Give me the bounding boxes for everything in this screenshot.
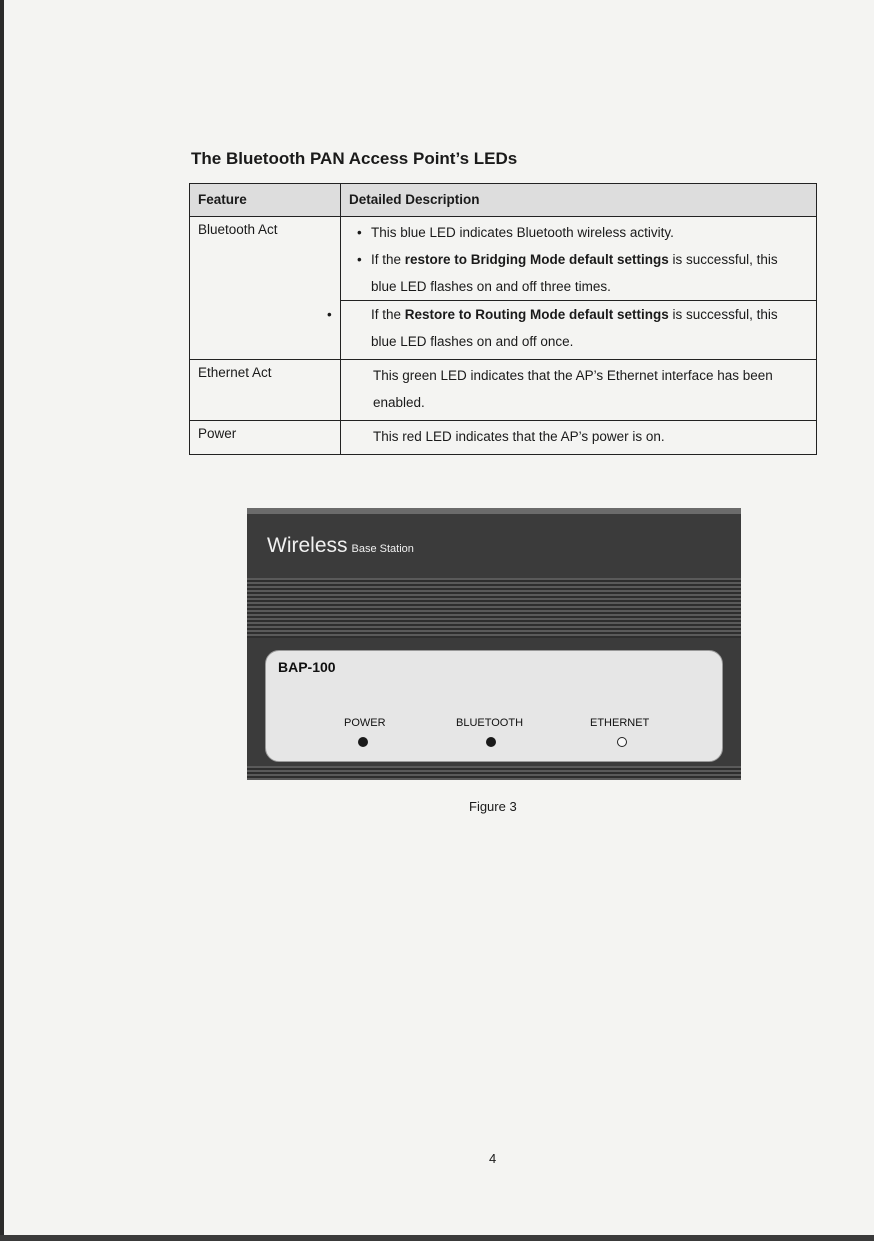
device-photo (247, 508, 741, 780)
brand-main-text: Wireless (267, 534, 348, 557)
table-row (190, 421, 817, 455)
table-row (190, 360, 817, 421)
bluetooth-led-icon (486, 737, 496, 747)
device-brand (267, 534, 414, 558)
bullet-bold-text: Restore to Routing Mode default settings (404, 307, 669, 322)
bullet-item (341, 300, 816, 355)
brand-sub-text: Base Station (351, 543, 414, 555)
bullet-item (371, 246, 806, 300)
power-led-icon (358, 737, 368, 747)
description-cell: This green LED indicates that the AP’s Ethernet interface has been enabled. (341, 360, 817, 421)
bullet-bold-text: restore to Bridging Mode default settings (404, 252, 669, 267)
bluetooth-led-label: BLUETOOTH (456, 717, 524, 729)
bullet-text: This blue LED indicates Bluetooth wireless activity. (371, 225, 674, 240)
header-description: Detailed Description (341, 184, 817, 217)
device-model-label: BAP-100 (278, 659, 336, 675)
ethernet-led-icon (617, 737, 627, 747)
device-vent-stripes (247, 578, 741, 638)
bullet-item (371, 219, 806, 246)
scan-edge (0, 0, 4, 1241)
led-table (189, 183, 817, 455)
table-header-row (190, 184, 817, 217)
bullet-text: is successful, this blue LED flashes on and off three times. (371, 252, 778, 294)
header-feature: Feature (190, 184, 341, 217)
description-cell: This red LED indicates that the AP’s power is on. (341, 421, 817, 455)
bullet-text: If the (371, 252, 405, 267)
feature-cell: Ethernet Act (190, 360, 341, 421)
bullet-text: If the (371, 307, 405, 322)
device-top-edge (247, 508, 741, 514)
description-cell (341, 217, 817, 360)
scan-bottom-edge (0, 1235, 874, 1241)
section-heading: The Bluetooth PAN Access Point’s LEDs (191, 149, 518, 168)
figure-caption: Figure 3 (469, 799, 517, 814)
bullet-text: is successful, this blue LED flashes on and off once. (371, 307, 778, 349)
feature-cell: Bluetooth Act (190, 217, 341, 360)
ethernet-led-label: ETHERNET (590, 717, 650, 729)
bullet-list (371, 219, 806, 355)
power-led-label: POWER (344, 717, 386, 729)
page-number: 4 (489, 1151, 497, 1166)
device-front-panel (265, 650, 723, 762)
feature-cell: Power (190, 421, 341, 455)
device-bottom-stripes (247, 766, 741, 780)
table-row (190, 217, 817, 360)
